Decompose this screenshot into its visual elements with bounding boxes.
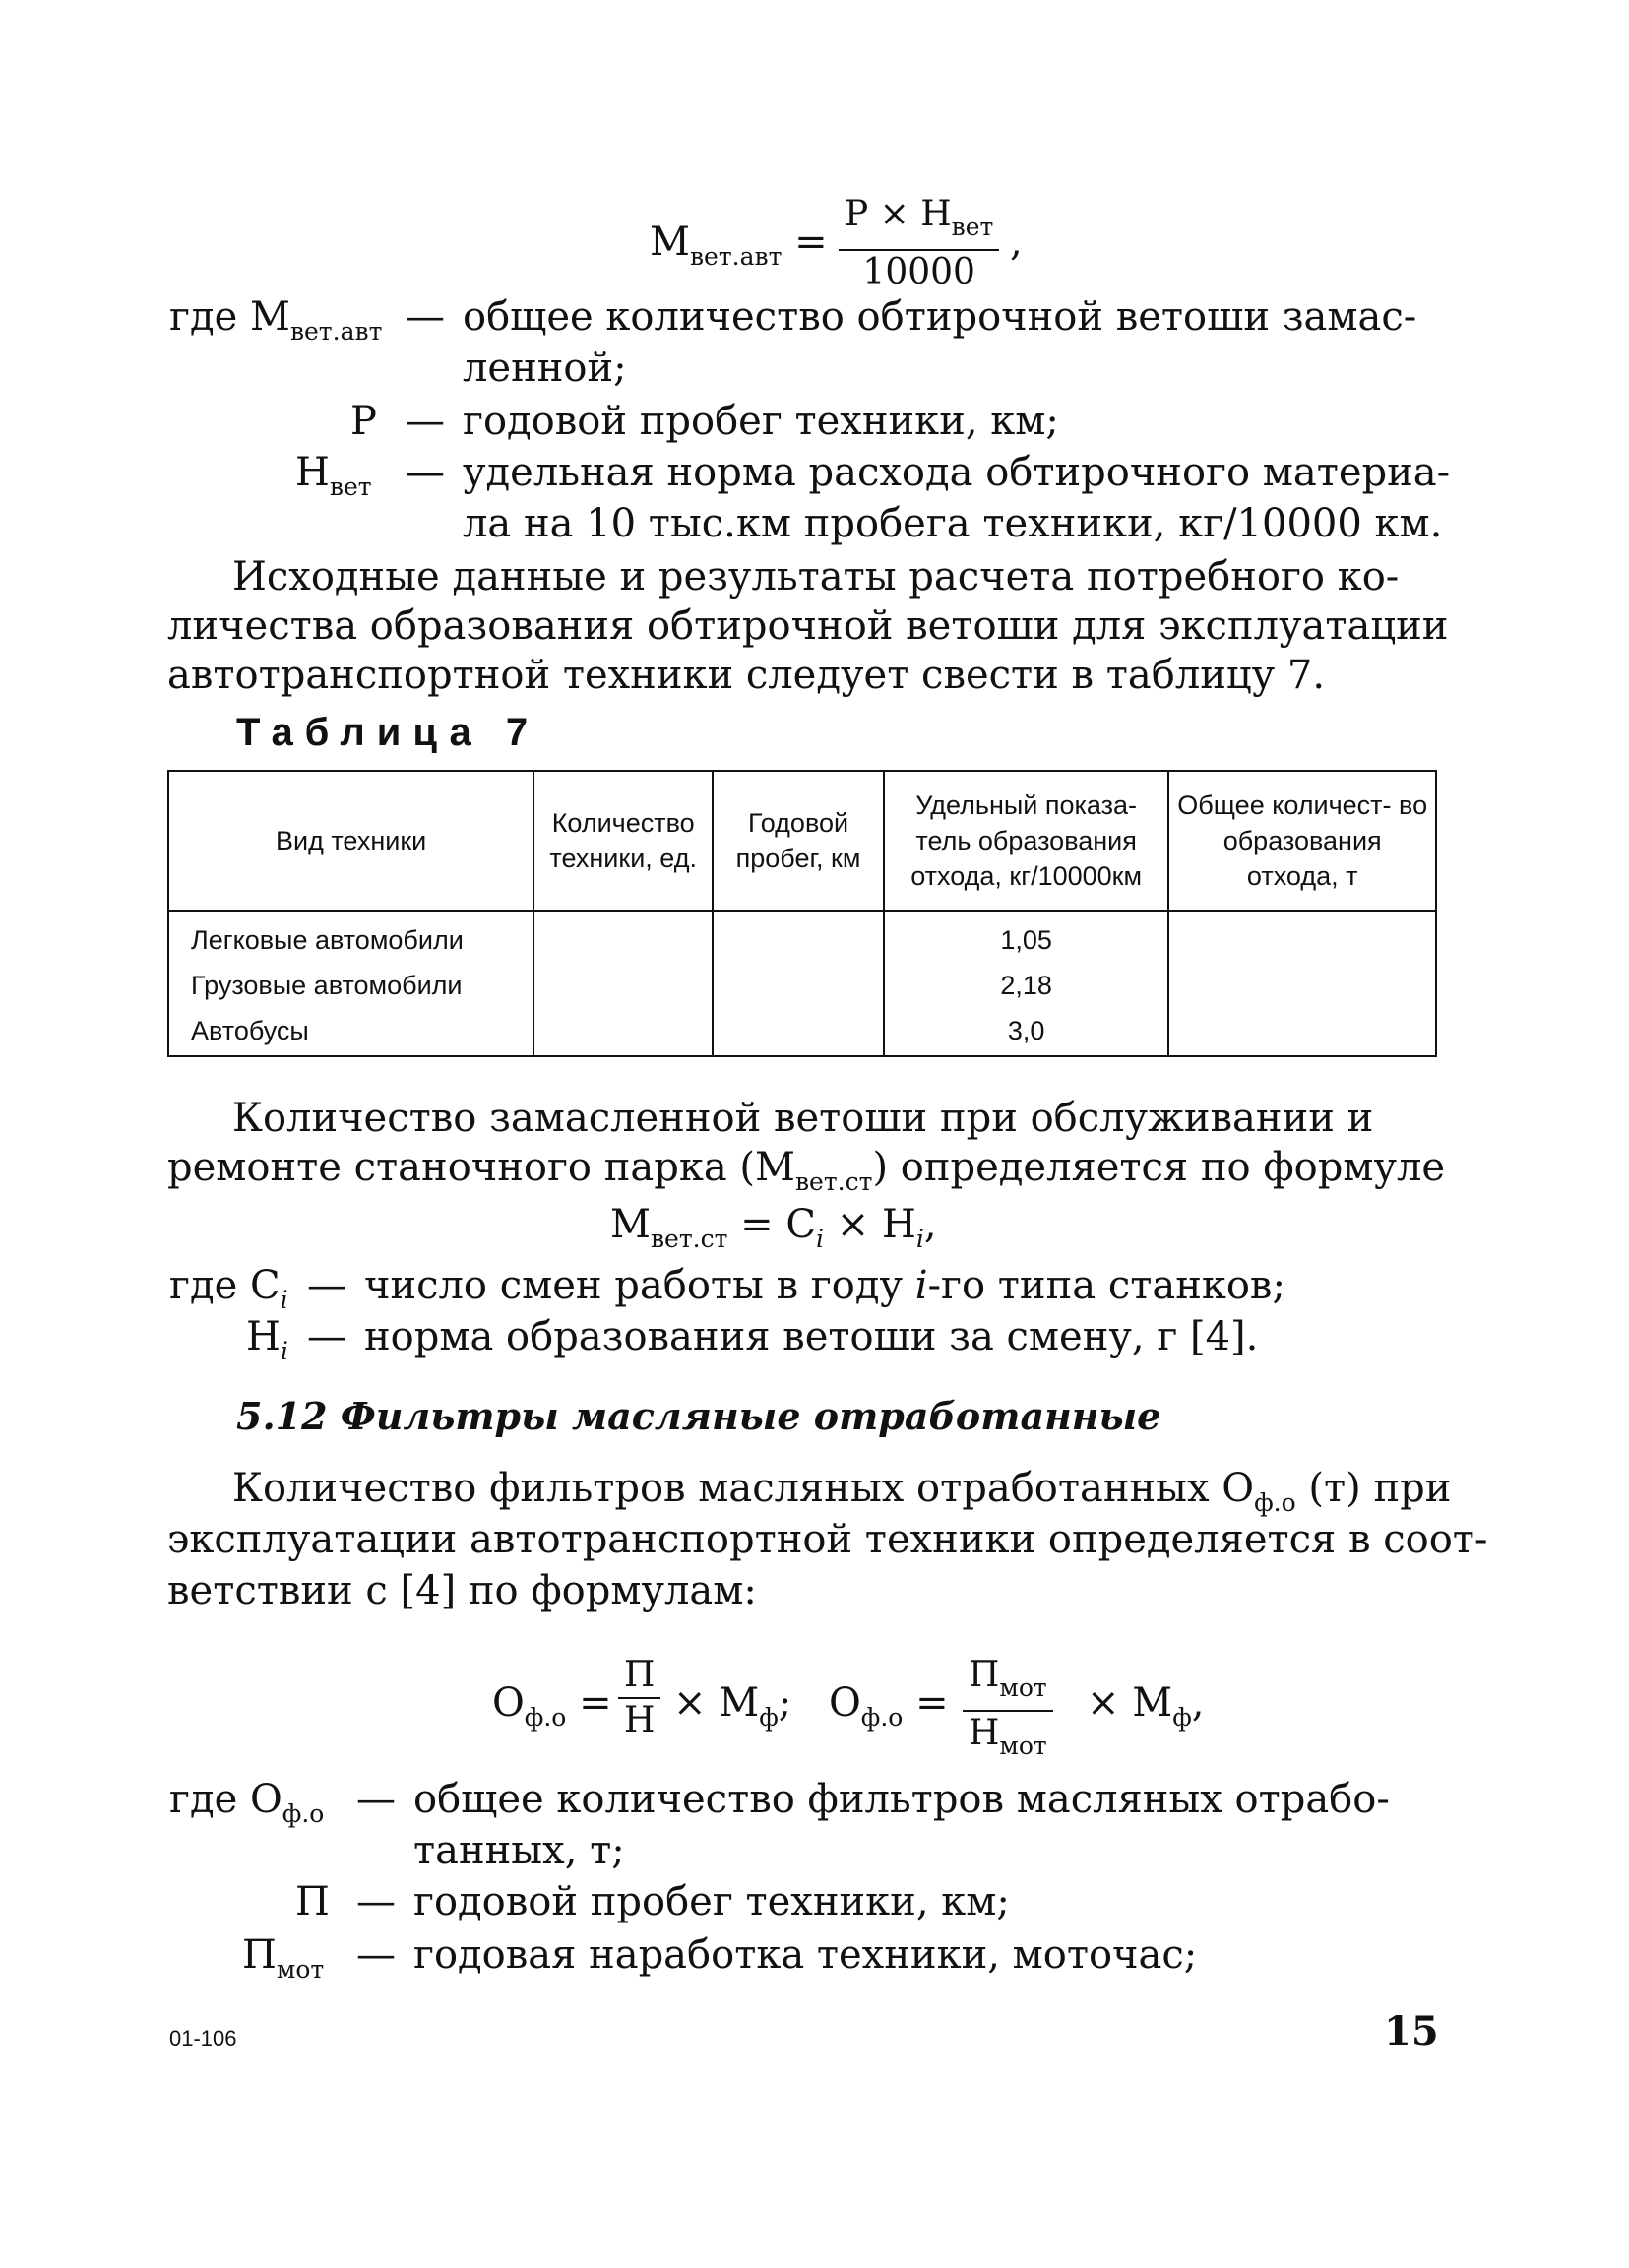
table-header-cell: Количество техники, ед. [533, 771, 713, 911]
legend-2-text-2: норма образования ветоши за смену, г [4]. [364, 1314, 1259, 1359]
table-row [168, 963, 1436, 1008]
table-cell [1168, 1008, 1436, 1056]
page-number: 15 [1384, 2008, 1439, 2054]
legend-2-text-1: число смен работы в году i-го типа станков; [364, 1263, 1285, 1308]
paragraph-3-line-2: эксплуатации автотранспортной техники определяется в соот- [167, 1517, 1488, 1562]
table-cell [713, 911, 884, 963]
paragraph-1-line-3: автотранспортной техники следует свести в таблицу 7. [167, 653, 1326, 698]
table-cell [533, 963, 713, 1008]
legend-2-dash-2: — [307, 1314, 346, 1359]
table-header-cell: Годовой пробег, км [713, 771, 884, 911]
table-cell [533, 911, 713, 963]
table-cell [713, 963, 884, 1008]
table-cell: Легковые автомобили [168, 911, 533, 963]
paragraph-1-line-2: личества образования обтирочной ветоши для эксплуатации [167, 603, 1449, 649]
table-row [168, 1008, 1436, 1056]
table-header-cell: Удельный показа- тель образования отхода, кг/10000км [884, 771, 1169, 911]
formula-1-tail: , [1010, 220, 1023, 265]
legend-3-key-2: П [295, 1879, 330, 1924]
legend-1-key-3: $Н_{вет}$ [295, 450, 372, 501]
legend-1-cont-3: ла на 10 тыс.км пробега техники, кг/10000 км. [463, 501, 1443, 546]
legend-3-text-3: годовая наработка техники, моточас; [413, 1932, 1198, 1978]
section-title: 5.12 Фильтры масляные отработанные [236, 1394, 1161, 1438]
formula-1-lhs: $М_{вет.авт}$ = [650, 220, 828, 271]
table-header-row [168, 771, 1436, 911]
paragraph-3-line-1: Количество фильтров масляных отработанных $О_{ф.о}$ (т) при [232, 1466, 1452, 1517]
formula-2: $М_{вет.ст} = C_i \times Н_i$, [610, 1202, 937, 1253]
legend-3-text-2: годовой пробег техники, км; [413, 1879, 1010, 1924]
legend-1-text-2: годовой пробег техники, км; [463, 399, 1059, 444]
table-cell [1168, 963, 1436, 1008]
legend-1-key-2: Р [350, 399, 377, 444]
legend-1-cont-1: ленной; [463, 346, 627, 391]
formula-3a-tail: × $М_ф$; [673, 1680, 792, 1732]
legend-3-dash-3: — [356, 1932, 396, 1978]
formula-3b-fraction: $П_{мот}$ $Н_{мот}$ [963, 1654, 1053, 1768]
formula-1-fraction: $Р \times Н_{вет}$ 10000 [839, 193, 999, 294]
legend-1-text-1: общее количество обтирочной ветоши замас- [463, 294, 1417, 340]
table-cell: Автобусы [168, 1008, 533, 1056]
legend-1-dash-1: — [406, 294, 445, 340]
table-header-cell: Общее количест- во образования отхода, т [1168, 771, 1436, 911]
table-caption: Таблица 7 [236, 711, 540, 754]
formula-3b-tail: × $М_ф$, [1087, 1680, 1205, 1732]
legend-3-text-1: общее количество фильтров масляных отрабо- [413, 1777, 1390, 1822]
table-cell [713, 1008, 884, 1056]
formula-3b-lhs: $О_{ф.о}$ = [829, 1680, 949, 1732]
table-7 [167, 770, 1437, 1057]
paragraph-1-line-1: Исходные данные и результаты расчета потребного ко- [232, 554, 1400, 599]
formula-3a-fraction: П Н [618, 1654, 660, 1742]
legend-3-dash-2: — [356, 1879, 396, 1924]
table-cell: 1,05 [884, 911, 1169, 963]
footer-code: 01-106 [169, 2026, 237, 2050]
table-row [168, 911, 1436, 963]
table-header-cell: Вид техники [168, 771, 533, 911]
paragraph-3-line-3: ветствии с [4] по формулам: [167, 1568, 757, 1613]
legend-3-key-1: где $О_{ф.о}$ [169, 1777, 325, 1828]
legend-1-dash-3: — [406, 450, 445, 495]
table-cell [533, 1008, 713, 1056]
legend-3-cont-1: танных, т; [413, 1828, 625, 1873]
paragraph-2-line-2: ремонте станочного парка $(М_{вет.ст})$ определяется по формуле [167, 1145, 1446, 1196]
legend-2-key-2: $Н_i$ [246, 1314, 288, 1365]
legend-3-key-3: $П_{мот}$ [242, 1932, 325, 1984]
legend-1-dash-2: — [406, 399, 445, 444]
table-cell: 2,18 [884, 963, 1169, 1008]
legend-2-key-1: где $C_i$ [169, 1263, 288, 1314]
legend-1-text-3: удельная норма расхода обтирочного материа- [463, 450, 1451, 495]
table-cell [1168, 911, 1436, 963]
paragraph-2-line-1: Количество замасленной ветоши при обслуживании и [232, 1096, 1374, 1141]
table-cell: 3,0 [884, 1008, 1169, 1056]
legend-1-key-1: где $М_{вет.авт}$ [169, 294, 383, 346]
legend-2-dash-1: — [307, 1263, 346, 1308]
formula-3a-lhs: $О_{ф.о}$ = [492, 1680, 612, 1732]
table-cell: Грузовые автомобили [168, 963, 533, 1008]
legend-3-dash-1: — [356, 1777, 396, 1822]
